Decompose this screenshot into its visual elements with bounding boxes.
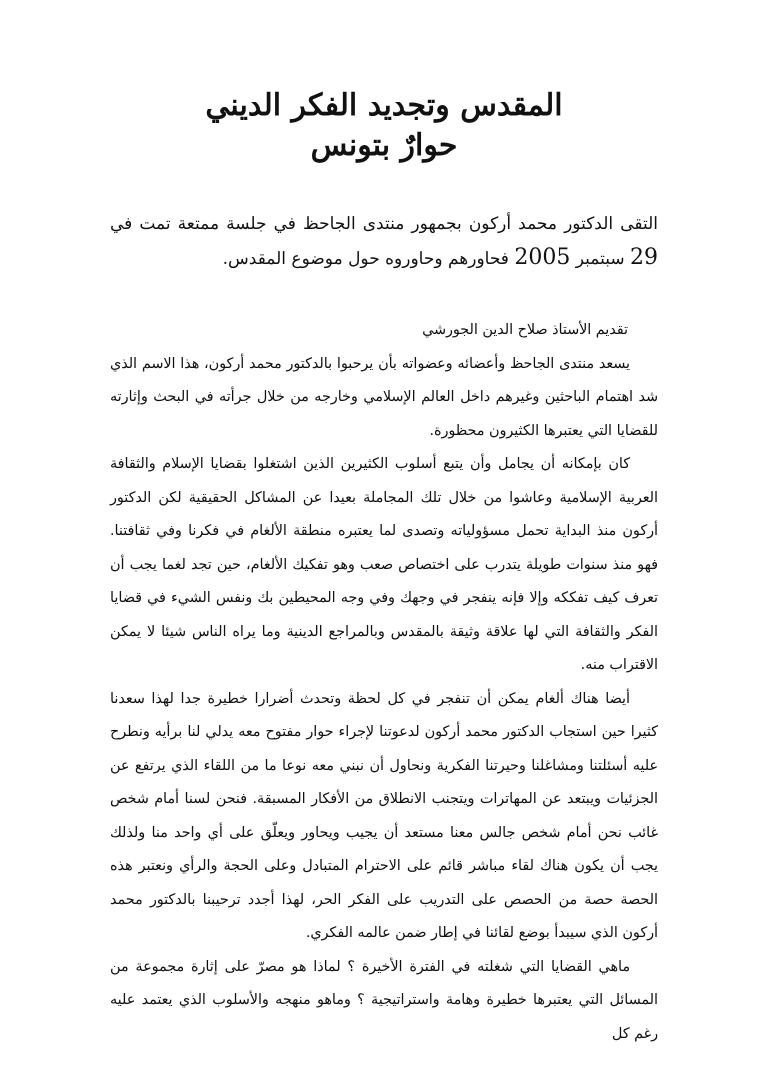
title-block: [0, 86, 768, 166]
intro-text-end: فحاورهم وحاوروه حول موضوع المقدس.: [222, 249, 509, 269]
intro-year: 2005: [514, 245, 571, 270]
section-heading: تقديم الأستاذ صلاح الدين الجورشي: [422, 322, 628, 338]
paragraph-1: يسعد منتدى الجاحظ وأعضائه وعضواته بأن يرحبوا بالدكتور محمد أركون، هذا الاسم الذي شد اهتمام الباحثين وغيرهم داخل العالم الإسلامي وخارجه من خلال جرأته في البحث وإثارته للقضايا التي يعتبرها الكثيرون محظورة.: [110, 355, 658, 439]
intro-paragraph: [110, 208, 658, 276]
document-title: المقدس وتجديد الفكر الديني: [205, 88, 563, 123]
intro-text-start: التقى الدكتور محمد أركون بجمهور منتدى الجاحظ في جلسة ممتعة تمت في: [110, 214, 658, 234]
paragraph-3: أيضا هناك ألغام يمكن أن تنفجر في كل لحظة وتحدث أضرارا خطيرة جدا لهذا سعدنا كثيرا حين استجاب الدكتور محمد أركون لدعوتنا لإجراء حوار مفتوح معه يدلي لنا برأيه ونطرح عليه أسئلتنا ومشاغلنا وحيرتنا الفكرية ونحاول أن نبني معه نوعا ما من اللقاء الذي يرتفع عن الجزئيات ويبتعد عن المهاترات ويتجنب الانطلاق من الأفكار المسبقة. فنحن لسنا أمام شخص غائب نحن أمام شخص جالس معنا مستعد أن يجيب ويحاور ويعلّق على أي واحد منا ولذلك يجب أن يكون هناك لقاء مباشر قائم على الاحترام المتبادل وعلى الحجة والرأي ونعتبر هذه الحصة حصة من الحصص على التدريب على الفكر الحر، لهذا أجدد ترحيبنا بالدكتور محمد أركون الذي سيبدأ بوضع لقائنا في إطار ضمن عالمه الفكري.: [110, 690, 658, 941]
intro-day: 29: [630, 245, 658, 270]
paragraph-4: ماهي القضايا التي شغلته في الفترة الأخيرة ؟ لماذا هو مصرّ على إثارة مجموعة من المسائل التي يعتبرها خطيرة وهامة واستراتيجية ؟ وماهو منهجه والأسلوب الذي يعتمد عليه رغم كل: [110, 958, 658, 1042]
body-text: [110, 314, 658, 1051]
paragraph-2: كان بإمكانه أن يجامل وأن يتبع أسلوب الكثيرين الذين اشتغلوا بقضايا الإسلام والثقافة العربية الإسلامية وعاشوا من خلال تلك المجاملة بعيدا عن المشاكل الحقيقية لكن الدكتور أركون منذ البداية تحمل مسؤولياته وتصدى لما يعتبره منطقة الألغام في فكرنا وفي ثقافتنا. فهو منذ سنوات طويلة يتدرب على اختصاص صعب وهو تفكيك الألغام، حين تجد لغما يجب أن تعرف كيف تفككه وإلا فإنه ينفجر في وجهك وفي وجه المحيطين بك ونفس الشيء في قضايا الفكر والثقافة التي لها علاقة وثيقة بالمقدس وبالمراجع الدينية وما يراه الناس شيئا لا يمكن الاقتراب منه.: [110, 456, 658, 673]
intro-month: سبتمبر: [575, 249, 625, 269]
document-subtitle: حوارٌ بتونس: [310, 128, 458, 163]
